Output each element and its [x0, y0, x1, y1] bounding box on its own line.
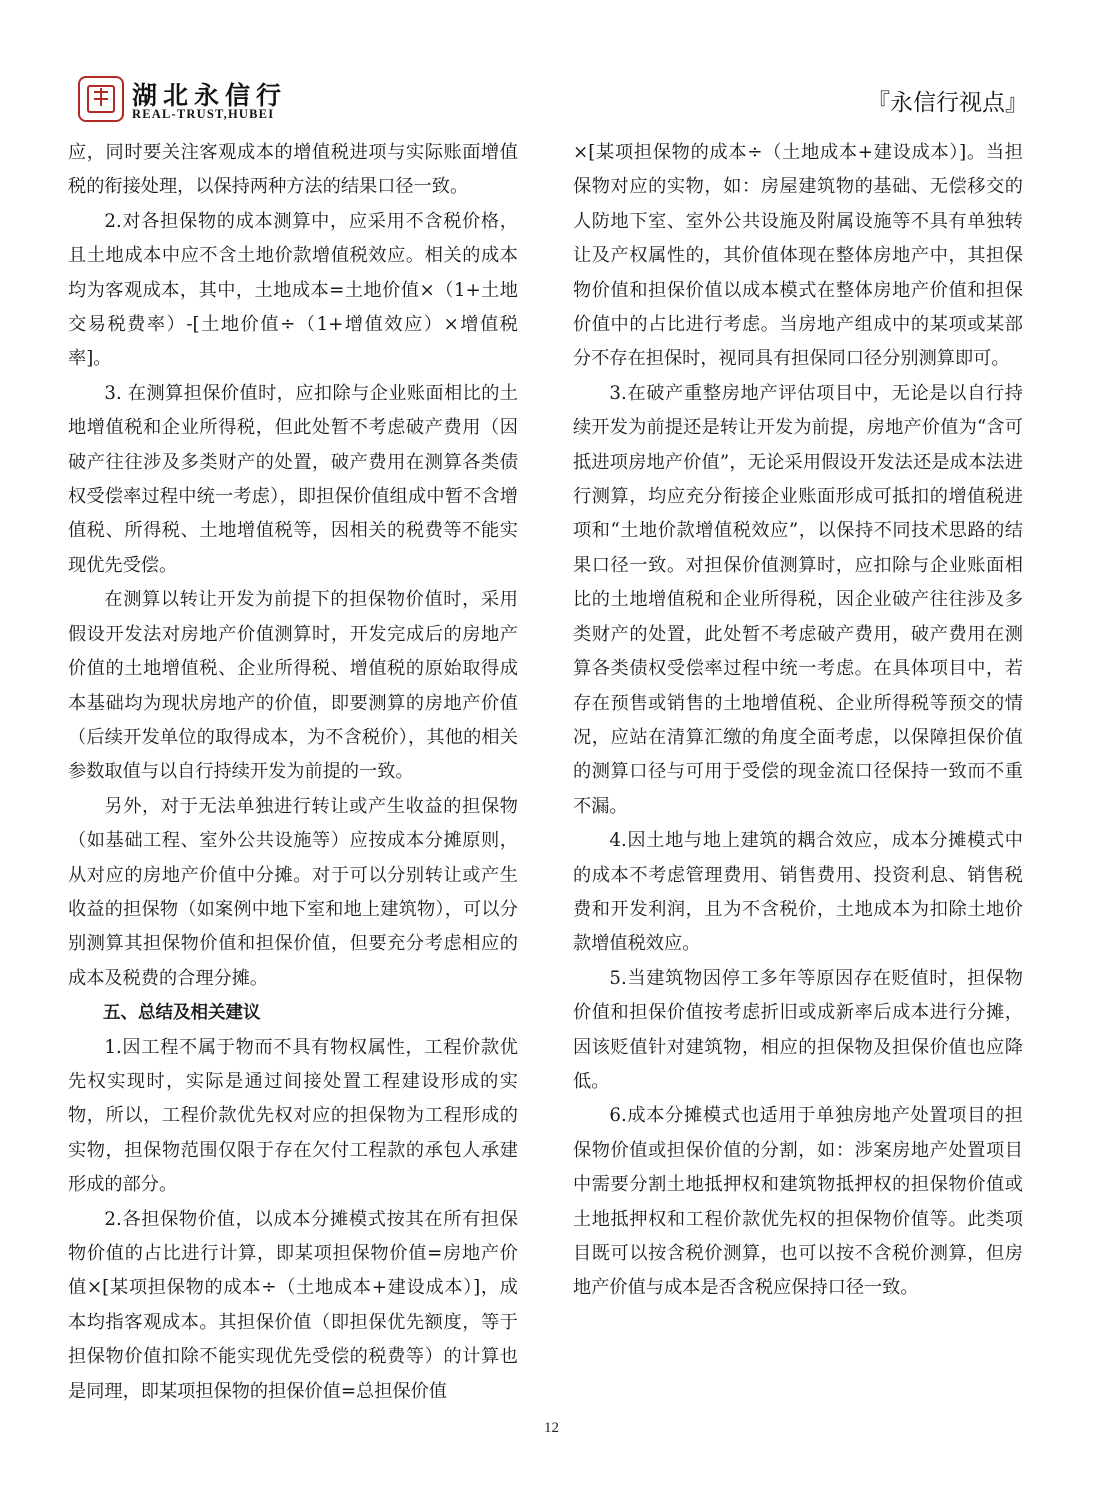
paragraph: 2.对各担保物的成本测算中，应采用不含税价格，且土地成本中应不含土地价款增值税效应。相关的成本均为客观成本，其中，土地成本=土地价值×（1+土地交易税费率）-[土地价值÷（1+增值效应）×增值税率]。: [68, 210, 518, 370]
paragraph: 在测算以转让开发为前提下的担保物价值时，采用假设开发法对房地产价值测算时，开发完成后的房地产价值的土地增值税、企业所得税、增值税的原始取得成本基础均为现状房地产的价值，即要测算的房地产价值（后续开发单位的取得成本，为不含税价），其他的相关参数取值与以自行持续开发为前提的一致。: [68, 589, 518, 783]
paragraph: ×[某项担保物的成本÷（土地成本+建设成本）]。当担保物对应的实物，如：房屋建筑物的基础、无偿移交的人防地下室、室外公共设施及附属设施等不具有单独转让及产权属性的，其价值体现在整体房地产中，其担保物价值和担保价值以成本模式在整体房地产价值和担保价值中的占比进行考虑。当房地产组成中的某项或某部分不存在担保时，视同具有担保同口径分别测算即可。: [573, 142, 1023, 370]
company-logo-icon: [78, 76, 124, 122]
left-column: [68, 136, 518, 1409]
paragraph: 应，同时要关注客观成本的增值税进项与实际账面增值税的衔接处理，以保持两种方法的结果口径一致。: [68, 142, 518, 198]
section-title: 『永信行视点』: [867, 90, 1028, 116]
company-name-cn: 湖北永信行: [132, 81, 288, 110]
paragraph: 6.成本分摊模式也适用于单独房地产处置项目的担保物价值或担保价值的分割，如：涉案房地产处置项目中需要分割土地抵押权和建筑物抵押权的担保物价值或土地抵押权和工程价款优先权的担保物价值等。此类项目既可以按含税价测算，也可以按不含税价测算，但房地产价值与成本是否含税应保持口径一致。: [573, 1105, 1023, 1299]
right-column: [573, 136, 1023, 1306]
paragraph: 5.当建筑物因停工多年等原因存在贬值时，担保物价值和担保价值按考虑折旧或成新率后成本进行分摊，因该贬值针对建筑物，相应的担保物及担保价值也应降低。: [573, 967, 1023, 1092]
paragraph: 另外，对于无法单独进行转让或产生收益的担保物（如基础工程、室外公共设施等）应按成本分摊原则，从对应的房地产价值中分摊。对于可以分别转让或产生收益的担保物（如案例中地下室和地上建筑物），可以分别测算其担保物价值和担保价值，但要充分考虑相应的成本及税费的合理分摊。: [68, 795, 518, 989]
company-name-en: REAL-TRUST,HUBEI: [132, 107, 275, 121]
paragraph: 4.因土地与地上建筑的耦合效应，成本分摊模式中的成本不考虑管理费用、销售费用、投资利息、销售税费和开发利润，且为不含税价，土地成本为扣除土地价款增值税效应。: [573, 830, 1023, 955]
paragraph: 1.因工程不属于物而不具有物权属性，工程价款优先权实现时，实际是通过间接处置工程建设形成的实物，所以，工程价款优先权对应的担保物为工程形成的实物，担保物范围仅限于存在欠付工程款的承包人承建形成的部分。: [68, 1036, 518, 1196]
paragraph: 3.在破产重整房地产评估项目中，无论是以自行持续开发为前提还是转让开发为前提，房地产价值为“含可抵进项房地产价值”，无论采用假设开发法还是成本法进行测算，均应充分衔接企业账面形成可抵扣的增值税进项和“土地价款增值税效应”，以保持不同技术思路的结果口径一致。对担保价值测算时，应扣除与企业账面相比的土地增值税和企业所得税，因企业破产往往涉及多类财产的处置，此处暂不考虑破产费用，破产费用在测算各类债权受偿率过程中统一考虑。在具体项目中，若存在预售或销售的土地增值税、企业所得税等预交的情况，应站在清算汇缴的角度全面考虑，以保障担保价值的测算口径与可用于受偿的现金流口径保持一致而不重不漏。: [573, 382, 1023, 817]
page-number: 12: [544, 1420, 559, 1436]
paragraph: 2.各担保物价值，以成本分摊模式按其在所有担保物价值的占比进行计算，即某项担保物价值=房地产价值×[某项担保物的成本÷（土地成本+建设成本）]，成本均指客观成本。其担保价值（即担保优先额度，等于担保物价值扣除不能实现优先受偿的税费等）的计算也是同理，即某项担保物的担保价值=总担保价值: [68, 1208, 518, 1402]
paragraph: 3. 在测算担保价值时，应扣除与企业账面相比的土地增值税和企业所得税，但此处暂不考虑破产费用（因破产往往涉及多类财产的处置，破产费用在测算各类债权受偿率过程中统一考虑），即担保价值组成中暂不含增值税、所得税、土地增值税等，因相关的税费等不能实现优先受偿。: [68, 382, 518, 576]
page-header: [78, 72, 1028, 128]
section-heading: 五、总结及相关建议: [103, 1003, 261, 1024]
